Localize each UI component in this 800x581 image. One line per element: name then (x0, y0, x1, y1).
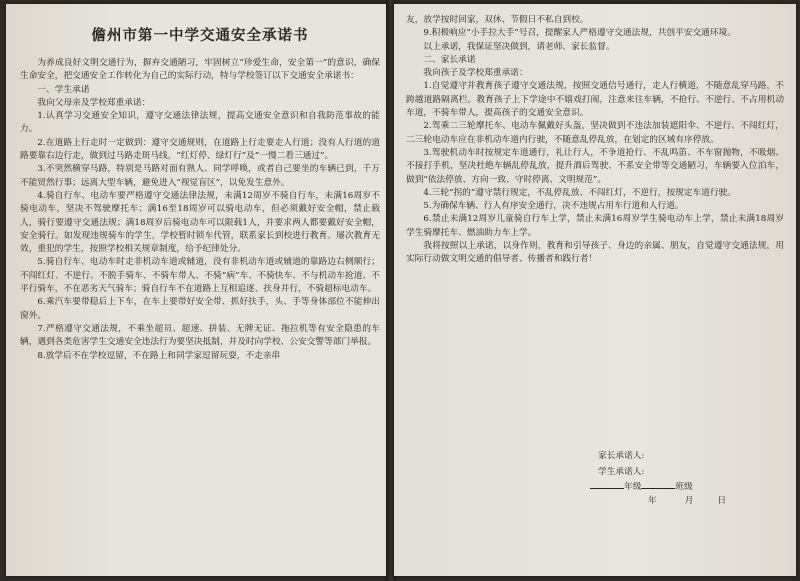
paragraph: 1.认真学习交通安全知识，遵守交通法律法规，提高交通安全意识和自我防范事故的能力。 (20, 111, 380, 135)
right-page (394, 4, 796, 576)
class-label: 班级 (675, 482, 693, 492)
paragraph: 7.严格遵守交通法规，不乘坐超员、超速、拼装、无牌无证、拖拉机等有安全隐患的车辆，遇到各类危害学生交通安全违法行为要坚决抵制，并及时向学校、公安交警等部门举报。 (20, 323, 380, 348)
section-heading: 我向父母亲及学校郑重承诺： (37, 97, 151, 108)
paragraph: 6.禁止未满12周岁儿童骑自行车上学，禁止未满16周岁学生骑电动车上学，禁止未满18周岁学生骑摩托车、燃油助力车上学。 (406, 214, 784, 238)
parent-signature-label: 家长承诺人: (598, 451, 645, 461)
section-heading: 一、学生承诺 (37, 84, 90, 95)
month-label: 月 (684, 496, 694, 506)
paragraph: 3.不突然横穿马路，特别是马路对面有熟人、同学呼唤，或者自己要坐的车辆已到，千万不能贸然行事；远离大型车辆，避免进入“视觉盲区”，以免发生意外。 (20, 164, 380, 188)
document-title: 儋州市第一中学交通安全承诺书 (91, 27, 309, 44)
left-page (6, 4, 390, 576)
day-label: 日 (717, 496, 727, 506)
class-blank[interactable] (641, 488, 675, 489)
paragraph: 4.三轮“拐的”遵守禁行规定，不乱停乱放、不闯红灯，不逆行，按规定车道行驶。 (423, 187, 736, 198)
paragraph: 2.驾乘二三轮摩托车、电动车佩戴好头盔，坚决做到不违法加装遮阳伞、不逆行、不闯红灯，二三轮电动车应在非机动车道内行驶，不随意乱停乱放，在划定的区域有序停放。 (406, 121, 784, 145)
section-heading: 我向孩子及学校郑重承诺： (423, 68, 528, 79)
grade-blank[interactable] (590, 488, 624, 489)
paragraph: 9.积极响应“小手拉大手”号召，提醒家人严格遵守交通法规，共创平安交通环境。 (423, 28, 736, 39)
paragraph: 1.自觉遵守并教育孩子遵守交通法规，按照交通信号通行，走人行横道，不随意乱穿马路，不跨越道路隔离栏。教育孩子上下学途中不嬉戏打闹，注意来往车辆，不抢行、不逆行、不占用机动车道，不骑车带人，提高孩子的交通安全意识。 (406, 81, 784, 119)
right-paragraphs (406, 14, 784, 267)
paragraph: 8.放学后不在学校逗留，不在路上和同学家逗留玩耍，不走亲串 (37, 350, 281, 361)
paragraph: 2.在道路上行走时一定做到：遵守交通规则，在道路上行走要走人行道；没有人行道的道路要靠右边行走，做到过马路走斑马线，“红灯停、绿灯行”及“一慢二看三通过”。 (20, 137, 380, 162)
paragraph: 4.骑自行车、电动车要严格遵守交通法律法规，未满12周岁不骑自行车，未满16周岁不骑电动车，坚决不驾驶摩托车；满16至18周岁可以骑电动车，但必须戴好安全帽，禁止载人，骑行要遵守交通法规；满18周岁后骑电动车可以限载1人，并要求两人都要戴好安全帽，安全骑行。如发现违规骑车的学生，学校暂时锁车代管，联系家长到校进行教育。屡次教育无效，重犯的学生，按照学校相关规章制度，给予纪律处分。 (20, 190, 380, 255)
left-column (20, 4, 380, 576)
paragraph: 6.乘汽车要带稳后上下车，在车上要带好安全带、抓好扶手，头、手等身体部位不能伸出窗外。 (20, 297, 380, 321)
paragraph: 我将按照以上承诺，以身作则，教育和引导孩子、身边的亲属、朋友，自觉遵守交通法规，用实际行动做文明交通的倡导者、传播者和践行者！ (406, 241, 784, 265)
student-signature-label: 学生承诺人: (598, 467, 645, 477)
paragraph: 5.为确保车辆、行人有序安全通行，决不违规占用车行道和人行道。 (423, 201, 684, 212)
paragraph: 为养成良好文明交通行为，摒弃交通陋习，牢固树立“珍爱生命，安全第一”的意识，确保生命安全，把交通安全工作转化为自己的实际行动，特与学校签订以下交通安全承诺书： (20, 58, 380, 82)
paragraph: 友，放学按时回家，双休、节假日不私自到校。 (406, 15, 589, 25)
year-label: 年 (648, 496, 657, 506)
paragraph: 以上承诺，我保证坚决做到，请老师、家长监督。 (423, 41, 615, 52)
date-line (648, 495, 726, 508)
paragraph: 3.驾驶机动车时按规定车道通行，礼让行人，不争道抢行、不乱鸣笛、不车窗抛物，不吸烟、不接打手机，坚决杜绝车辆乱停乱放，提升酒后驾驶、不系安全带等交通陋习，车辆要入位泊车，做到“依法停放、方向一致、守时停离、文明规范”。 (406, 147, 784, 185)
grade-label: 年级 (624, 482, 642, 492)
section-heading: 二、家长承诺 (423, 54, 476, 65)
left-paragraphs (20, 57, 380, 363)
grade-class-line (590, 481, 693, 494)
paragraph: 5.骑自行车、电动车时走非机动车道或辅道，没有非机动车道或辅道的靠路边右侧顺行；不闯红灯、不逆行、不脱手骑车、不骑车带人、不骑“病”车、不骑快车、不与机动车抢道、不平行骑车，不在恶劣天气骑车；骑自行车不在道路上互相追逐、扶身并行，不骑超标电动车。 (20, 257, 380, 295)
